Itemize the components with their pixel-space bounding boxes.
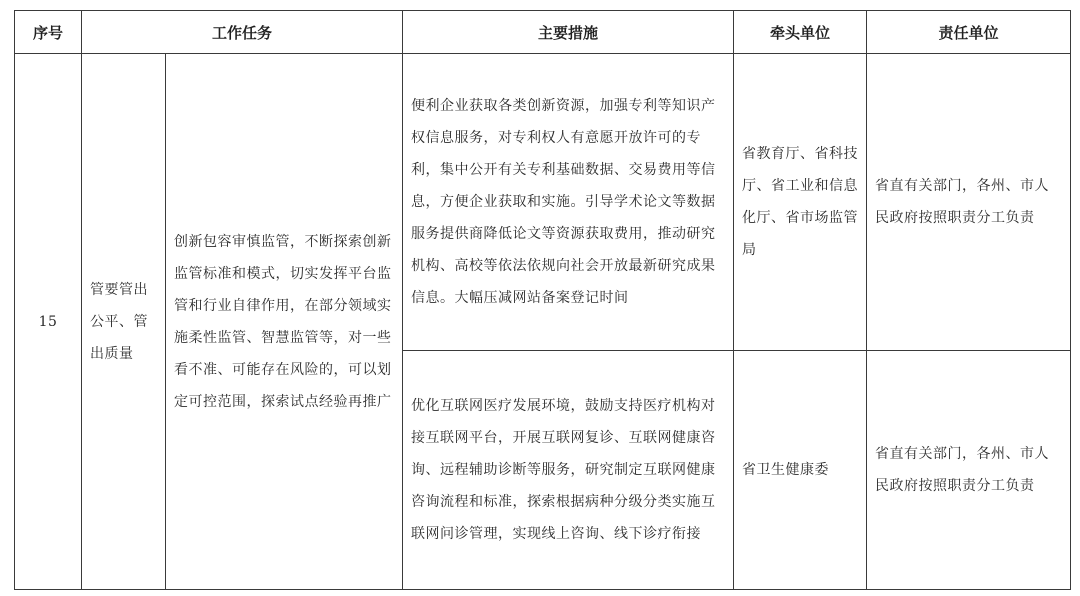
task-table bbox=[14, 10, 1071, 590]
header-num: 序号 bbox=[15, 11, 82, 54]
header-row bbox=[15, 11, 1071, 54]
responsible-unit-cell: 省直有关部门，各州、市人民政府按照职责分工负责 bbox=[867, 54, 1071, 351]
lead-unit-cell: 省教育厅、省科技厅、省工业和信息化厅、省市场监管局 bbox=[734, 54, 867, 351]
task-category: 管要管出公平、管出质量 bbox=[82, 54, 166, 590]
measure-cell: 便利企业获取各类创新资源，加强专利等知识产权信息服务，对专利权人有意愿开放许可的专利，集中公开有关专利基础数据、交易费用等信息，方便企业获取和实施。引导学术论文等数据服务提供商降低论文等资源获取费用，推动研究机构、高校等依法依规向社会开放最新研究成果信息。大幅压减网站备案登记时间 bbox=[403, 54, 734, 351]
header-task: 工作任务 bbox=[82, 11, 403, 54]
responsible-unit-cell: 省直有关部门，各州、市人民政府按照职责分工负责 bbox=[867, 351, 1071, 590]
row-number: 15 bbox=[15, 54, 82, 590]
task-detail: 创新包容审慎监管，不断探索创新监管标准和模式，切实发挥平台监管和行业自律作用，在部分领域实施柔性监管、智慧监管等，对一些看不准、可能存在风险的，可以划定可控范围，探索试点经验再推广 bbox=[166, 54, 403, 590]
lead-unit-cell: 省卫生健康委 bbox=[734, 351, 867, 590]
header-lead: 牵头单位 bbox=[734, 11, 867, 54]
header-measures: 主要措施 bbox=[403, 11, 734, 54]
table-row bbox=[15, 54, 1071, 351]
header-responsible: 责任单位 bbox=[867, 11, 1071, 54]
measure-cell: 优化互联网医疗发展环境，鼓励支持医疗机构对接互联网平台，开展互联网复诊、互联网健康咨询、远程辅助诊断等服务，研究制定互联网健康咨询流程和标准，探索根据病种分级分类实施互联网问诊管理，实现线上咨询、线下诊疗衔接 bbox=[403, 351, 734, 590]
